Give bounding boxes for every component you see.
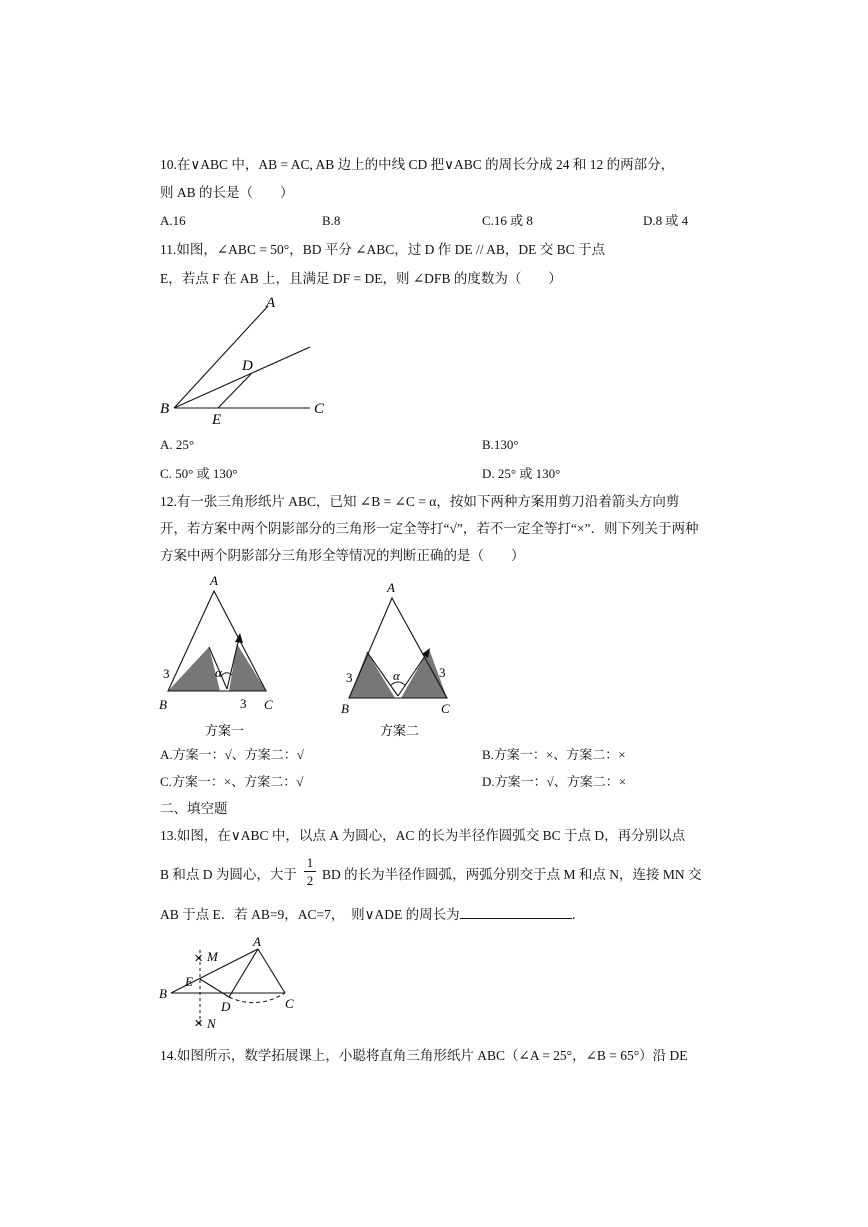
q10-option-d: D.8 或 4 (643, 213, 689, 228)
q11-label-e: E (212, 412, 222, 428)
q12-plan2-label-b: B (341, 701, 349, 716)
q10-option-b: B.8 (322, 213, 341, 228)
q13-line3 (160, 906, 585, 924)
q11-option-b: B.130° (482, 437, 519, 452)
q13-figure (155, 930, 305, 1035)
q13-label-e: E (185, 974, 193, 989)
q11-label-c: C (314, 401, 325, 417)
q13-fraction (304, 855, 316, 888)
q13-fraction-denominator: 2 (306, 873, 314, 888)
q12-plan2-label-3-left: 3 (346, 670, 353, 685)
q12-plan1-label-3-left: 3 (163, 666, 170, 681)
q13-arc-dc (229, 993, 285, 1003)
q12-plan1-caption: 方案一 (205, 723, 245, 738)
q12-option-b: B.方案一：×、方案二：× (482, 747, 626, 762)
q12-plan1-label-a: A (210, 573, 218, 588)
q11-option-c: C. 50° 或 130° (160, 466, 238, 481)
q14-line1: 14.如图所示，数学拓展课上，小聪将直角三角形纸片 ABC（∠A = 25°，∠B = 65°）沿 DE (160, 1048, 688, 1063)
q13-line-ed (200, 979, 229, 997)
q13-label-b: B (159, 986, 167, 1001)
q12-option-c: C.方案一：×、方案二：√ (160, 774, 304, 789)
q13-line2-start: B 和点 D 为圆心，大于 (160, 867, 297, 882)
q13-label-m: M (207, 949, 218, 964)
q11-option-a: A. 25° (160, 437, 195, 452)
q11-figure (150, 292, 340, 428)
q11-label-b: B (160, 401, 170, 417)
q12-plan2-caption: 方案二 (380, 723, 420, 738)
q11-line-bd (174, 347, 310, 408)
q12-plan2-label-a: A (387, 580, 395, 595)
q11-line-de (218, 374, 251, 408)
q13-label-d: D (221, 999, 231, 1014)
section-fill-in-title: 二、填空题 (160, 801, 228, 816)
q13-label-n: N (207, 1016, 216, 1031)
q12-plan2-label-alpha: α (393, 668, 400, 683)
q12-figure-plan1 (155, 572, 285, 742)
q12-option-d: D.方案一：√、方案二：× (482, 774, 627, 789)
q11-line2: E，若点 F 在 AB 上，且满足 DF = DE，则 ∠DFB 的度数为（ ） (160, 271, 562, 286)
q11-label-d: D (242, 358, 253, 374)
q11-line-ba (174, 306, 268, 408)
q12-plan2-label-c: C (441, 701, 450, 716)
q13-label-a: A (253, 934, 261, 949)
q12-plan1-label-b: B (159, 697, 167, 712)
q12-plan2-label-3-right: 3 (439, 665, 446, 680)
q12-plan1-label-c: C (264, 697, 273, 712)
q10-line2: 则 AB 的长是（ ） (160, 185, 294, 200)
q13-fraction-numerator: 1 (306, 855, 314, 870)
q13-fraction-bar (304, 871, 316, 872)
q13-line3-text: AB 于点 E．若 AB=9，AC=7， 则∨ADE 的周长为 (160, 907, 460, 922)
q12-figure-plan2 (335, 572, 465, 742)
q12-line1: 12.有一张三角形纸片 ABC，已知 ∠B = ∠C = α，按如下两种方案用剪刀沿着箭头方向剪 (160, 494, 680, 509)
q10-option-c: C.16 或 8 (482, 213, 533, 228)
q11-label-a: A (266, 295, 276, 311)
q10-option-a: A.16 (160, 213, 186, 228)
q12-plan1-label-alpha: α (215, 665, 222, 680)
q11-line1: 11.如图，∠ABC = 50°，BD 平分 ∠ABC，过 D 作 DE // AB，DE 交 BC 于点 (160, 242, 606, 257)
q12-plan1-shade-right (229, 644, 266, 691)
q13-label-c: C (285, 996, 294, 1011)
q13-line-ac (258, 949, 285, 993)
q11-option-d: D. 25° 或 130° (482, 466, 561, 481)
q12-line2: 开，若方案中两个阴影部分的三角形一定全等打“√”，若不一定全等打“×”．则下列关于两种 (160, 521, 699, 536)
q13-cross-n: ✕ (194, 1018, 204, 1030)
q13-line1: 13.如图，在∨ABC 中，以点 A 为圆心，AC 的长为半径作圆弧交 BC 于点 D，再分别以点 (160, 828, 686, 843)
q12-plan1-label-3-bottom: 3 (240, 696, 247, 711)
q10-line1: 10.在∨ABC 中，AB = AC, AB 边上的中线 CD 把∨ABC 的周长分成 24 和 12 的两部分， (160, 157, 675, 172)
q13-cross-m: ✕ (194, 953, 204, 965)
q13-answer-blank (460, 906, 572, 919)
q12-line3: 方案中两个阴影部分三角形全等情况的判断正确的是（ ） (160, 548, 525, 563)
q13-line3-end: ． (571, 907, 586, 922)
q13-line2-end: BD 的长为半径作圆弧，两弧分别交于点 M 和点 N，连接 MN 交 (322, 867, 702, 882)
q12-option-a: A.方案一：√、方案二：√ (160, 747, 304, 762)
